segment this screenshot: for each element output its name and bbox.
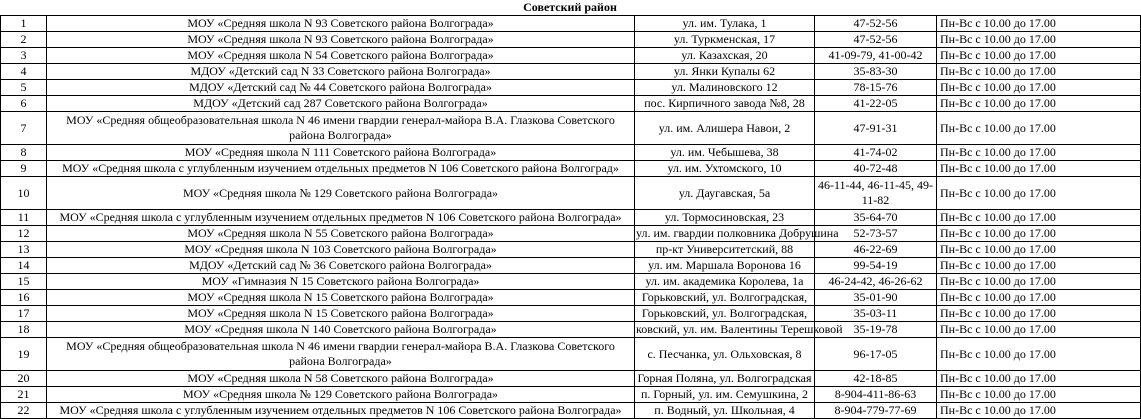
institution-name: МДОУ «Детский сад 287 Советского района Волгограда»: [47, 96, 635, 112]
phone-cell: 35-01-90: [815, 290, 937, 306]
institution-name: МОУ «Средняя школа N 93 Советского района Волгограда»: [47, 16, 635, 32]
address-cell: ул. Тормосиновская, 23: [635, 210, 815, 226]
institution-name: МОУ «Средняя школа N 55 Советского района Волгограда»: [47, 226, 635, 242]
row-number: 16: [1, 290, 47, 306]
row-number: 21: [1, 387, 47, 403]
hours-cell: Пн-Вс с 10.00 до 17.00: [937, 145, 1141, 161]
table-row: [1, 16, 1141, 32]
institution-name: МОУ «Средняя школа с углубленным изучением отдельных предметов N 106 Советского района Волгограда»: [47, 210, 635, 226]
table-row: [1, 306, 1141, 322]
address-cell: п. Водный, ул. Школьная, 4: [635, 403, 815, 419]
institution-name: МДОУ «Детский сад № 36 Советского района Волгограда»: [47, 258, 635, 274]
address-cell: Горная Поляна, ул. Волгоградская: [635, 371, 815, 387]
row-number: 20: [1, 371, 47, 387]
table-row: [1, 322, 1141, 338]
institution-name: МОУ «Средняя школа N 54 Советского района Волгограда»: [47, 48, 635, 64]
address-cell: ул. Малиновского 12: [635, 80, 815, 96]
table-row: [1, 290, 1141, 306]
hours-cell: Пн-Вс с 10.00 до 17.00: [937, 387, 1141, 403]
phone-cell: 96-17-05: [815, 338, 937, 371]
phone-cell: 46-11-44, 46-11-45, 49-11-82: [815, 177, 937, 210]
institution-name: МОУ «Гимназия N 15 Советского района Волгограда»: [47, 274, 635, 290]
table-row: [1, 274, 1141, 290]
phone-cell: 40-72-48: [815, 161, 937, 177]
row-number: 22: [1, 403, 47, 419]
address-cell: Горьковский, ул. Волгоградская,: [635, 290, 815, 306]
institution-name: МОУ «Средняя школа N 15 Советского района Волгограда»: [47, 306, 635, 322]
hours-cell: Пн-Вс с 10.00 до 17.00: [937, 242, 1141, 258]
phone-cell: 35-64-70: [815, 210, 937, 226]
hours-cell: Пн-Вс с 10.00 до 17.00: [937, 80, 1141, 96]
phone-cell: 52-73-57: [815, 226, 937, 242]
institution-name: МОУ «Средняя школа с углубленным изучением отдельных предметов N 106 Советского района Волгоград»: [47, 161, 635, 177]
phone-cell: 41-22-05: [815, 96, 937, 112]
hours-cell: Пн-Вс с 10.00 до 17.00: [937, 338, 1141, 371]
row-number: 7: [1, 112, 47, 145]
hours-cell: Пн-Вс с 10.00 до 17.00: [937, 48, 1141, 64]
hours-cell: Пн-Вс с 10.00 до 17.00: [937, 16, 1141, 32]
address-cell: ул. им. Чебышева, 38: [635, 145, 815, 161]
row-number: 18: [1, 322, 47, 338]
row-number: 11: [1, 210, 47, 226]
institution-name: МОУ «Средняя школа № 129 Советского района Волгограда»: [47, 177, 635, 210]
table-row: [1, 258, 1141, 274]
address-cell: ул. им. Ухтомского, 10: [635, 161, 815, 177]
row-number: 13: [1, 242, 47, 258]
row-number: 8: [1, 145, 47, 161]
row-number: 2: [1, 32, 47, 48]
address-cell: ул. Даугавская, 5а: [635, 177, 815, 210]
address-cell: пр-кт Университетский, 88: [635, 242, 815, 258]
hours-cell: Пн-Вс с 10.00 до 17.00: [937, 371, 1141, 387]
hours-cell: Пн-Вс с 10.00 до 17.00: [937, 290, 1141, 306]
table-row: [1, 226, 1141, 242]
table-row: [1, 64, 1141, 80]
address-cell: ул. Янки Купалы 62: [635, 64, 815, 80]
institution-name: МОУ «Средняя школа с углубленным изучением отдельных предметов N 106 Советского района Волгограда»: [47, 403, 635, 419]
hours-cell: Пн-Вс с 10.00 до 17.00: [937, 258, 1141, 274]
hours-cell: Пн-Вс с 10.00 до 17.00: [937, 274, 1141, 290]
phone-cell: 35-19-78: [815, 322, 937, 338]
hours-cell: Пн-Вс с 10.00 до 17.00: [937, 322, 1141, 338]
institution-name: МОУ «Средняя общеобразовательная школа N 46 имени гвардии генерал-майора В.А. Глазкова Советского района Волгограда»: [47, 338, 635, 371]
hours-cell: Пн-Вс с 10.00 до 17.00: [937, 403, 1141, 419]
table-row: [1, 48, 1141, 64]
table-row: [1, 112, 1141, 145]
schools-table: [0, 15, 1141, 419]
address-cell: ул. им. гвардии полковника Добрушина: [636, 226, 839, 240]
row-number: 4: [1, 64, 47, 80]
address-cell: с. Песчанка, ул. Ольховская, 8: [635, 338, 815, 371]
institution-name: МОУ «Средняя школа N 103 Советского района Волгограда»: [47, 242, 635, 258]
district-title: Советский район: [523, 0, 617, 14]
institution-name: МОУ «Средняя школа N 58 Советского района Волгограда»: [47, 371, 635, 387]
hours-cell: Пн-Вс с 10.00 до 17.00: [937, 64, 1141, 80]
table-row: [1, 387, 1141, 403]
hours-cell: Пн-Вс с 10.00 до 17.00: [937, 210, 1141, 226]
address-cell: ул. им. Маршала Воронова 16: [635, 258, 815, 274]
row-number: 14: [1, 258, 47, 274]
address-cell: пос. Кирпичного завода №8, 28: [635, 96, 815, 112]
phone-cell: 47-52-56: [815, 16, 937, 32]
table-row: [1, 161, 1141, 177]
table-row: [1, 210, 1141, 226]
row-number: 6: [1, 96, 47, 112]
phone-cell: 99-54-19: [815, 258, 937, 274]
phone-cell: 42-18-85: [815, 371, 937, 387]
phone-cell: 35-03-11: [815, 306, 937, 322]
phone-cell: 35-83-30: [815, 64, 937, 80]
address-cell: Горьковский, ул. Волгоградская,: [635, 306, 815, 322]
row-number: 1: [1, 16, 47, 32]
institution-name: МОУ «Средняя школа № 129 Советского района Волгограда»: [47, 387, 635, 403]
table-row: [1, 96, 1141, 112]
institution-name: МДОУ «Детский сад N 33 Советского района Волгограда»: [47, 64, 635, 80]
phone-cell: 78-15-76: [815, 80, 937, 96]
hours-cell: Пн-Вс с 10.00 до 17.00: [937, 96, 1141, 112]
address-cell: п. Горный, ул. им. Семушкина, 2: [635, 387, 815, 403]
institution-name: МОУ «Средняя школа N 111 Советского района Волгограда»: [47, 145, 635, 161]
row-number: 12: [1, 226, 47, 242]
row-number: 10: [1, 177, 47, 210]
hours-cell: Пн-Вс с 10.00 до 17.00: [937, 177, 1141, 210]
institution-name: МОУ «Средняя общеобразовательная школа N 46 имени гвардии генерал-майора В.А. Глазкова Советского района Волгограда»: [47, 112, 635, 145]
row-number: 5: [1, 80, 47, 96]
hours-cell: Пн-Вс с 10.00 до 17.00: [937, 161, 1141, 177]
phone-cell: 46-22-69: [815, 242, 937, 258]
hours-cell: Пн-Вс с 10.00 до 17.00: [937, 306, 1141, 322]
row-number: 17: [1, 306, 47, 322]
row-number: 19: [1, 338, 47, 371]
table-body: [1, 16, 1141, 419]
table-row: [1, 338, 1141, 371]
institution-name: МДОУ «Детский сад № 44 Советского района Волгограда»: [47, 80, 635, 96]
table-row: [1, 403, 1141, 419]
address-cell: ул. им. Алишера Навои, 2: [635, 112, 815, 145]
table-row: [1, 371, 1141, 387]
table-row: [1, 145, 1141, 161]
phone-cell: 46-24-42, 46-26-62: [815, 274, 937, 290]
phone-cell: 41-09-79, 41-00-42: [815, 48, 937, 64]
table-row: [1, 242, 1141, 258]
row-number: 15: [1, 274, 47, 290]
institution-name: МОУ «Средняя школа N 15 Советского района Волгограда»: [47, 290, 635, 306]
row-number: 9: [1, 161, 47, 177]
institution-name: МОУ «Средняя школа N 140 Советского района Волгограда»: [47, 322, 635, 338]
phone-cell: 8-904-411-86-63: [815, 387, 937, 403]
hours-cell: Пн-Вс с 10.00 до 17.00: [937, 226, 1141, 242]
phone-cell: 47-52-56: [815, 32, 937, 48]
institution-name: МОУ «Средняя школа N 93 Советского района Волгограда»: [47, 32, 635, 48]
address-cell: ковский, ул. им. Валентины Терешковой: [636, 322, 843, 336]
table-row: [1, 32, 1141, 48]
address-cell: ул. Казахская, 20: [635, 48, 815, 64]
phone-cell: 47-91-31: [815, 112, 937, 145]
phone-cell: 41-74-02: [815, 145, 937, 161]
address-cell: ул. им. Тулака, 1: [635, 16, 815, 32]
address-cell: ул. им. академика Королева, 1а: [635, 274, 815, 290]
table-row: [1, 80, 1141, 96]
hours-cell: Пн-Вс с 10.00 до 17.00: [937, 32, 1141, 48]
row-number: 3: [1, 48, 47, 64]
hours-cell: Пн-Вс с 10.00 до 17.00: [937, 112, 1141, 145]
table-row: [1, 177, 1141, 210]
phone-cell: 8-904-779-77-69: [815, 403, 937, 419]
address-cell: ул. Туркменская, 17: [635, 32, 815, 48]
